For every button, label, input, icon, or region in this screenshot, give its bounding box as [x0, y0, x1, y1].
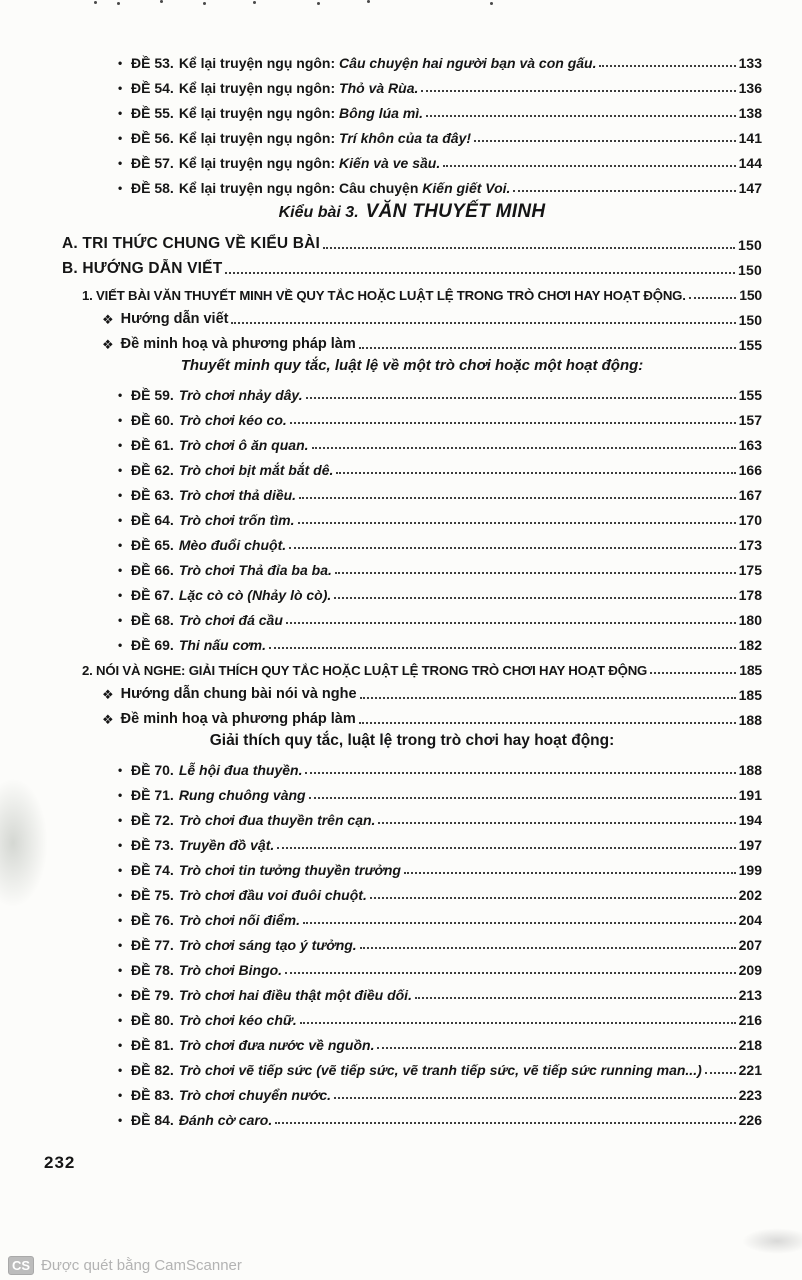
leader-dots [426, 115, 736, 117]
leader-dots [359, 722, 736, 724]
leader-dots [300, 1022, 736, 1024]
entry-number: ĐỀ 69. [131, 636, 174, 653]
entry-number: ĐỀ 68. [131, 611, 174, 628]
bullet-icon: • [118, 763, 123, 778]
entry-page: 202 [738, 886, 762, 903]
section-heading: Thuyết minh quy tắc, luật lệ về một trò chơi hoặc một hoạt động: [180, 357, 644, 374]
bullet-icon: • [118, 863, 123, 878]
leader-dots [650, 672, 736, 674]
bullet-icon: • [118, 638, 123, 653]
toc-entry [62, 903, 762, 928]
entry-number: ĐỀ 59. [131, 386, 174, 403]
entry-number: ĐỀ 66. [131, 561, 174, 578]
leader-dots [289, 547, 736, 549]
entry-page: 213 [738, 986, 762, 1003]
toc-entry [62, 828, 762, 853]
leader-dots [309, 797, 736, 799]
entry-number: ĐỀ 55. [131, 104, 174, 121]
toc-entry [62, 753, 762, 778]
entry-number: ĐỀ 56. [131, 129, 174, 146]
entry-text: Kể lại truyện ngụ ngôn: Câu chuyện [178, 179, 423, 196]
entry-page: 185 [739, 661, 762, 678]
leader-dots [513, 190, 735, 192]
bullet-icon: • [118, 988, 123, 1003]
chapter-title: VĂN THUYẾT MINH [365, 201, 546, 222]
toc-entry [62, 253, 762, 278]
entry-page: 207 [738, 936, 762, 953]
leader-dots [298, 522, 736, 524]
entry-title: Kiến và ve sầu. [339, 154, 441, 171]
leader-dots [290, 422, 736, 424]
entry-title: Mèo đuổi chuột. [178, 536, 287, 553]
leader-dots [705, 1072, 736, 1074]
entry-page: 188 [738, 711, 762, 728]
entry-number: ĐỀ 57. [131, 154, 174, 171]
entry-number: ĐỀ 71. [131, 786, 174, 803]
entry-label: A. TRI THỨC CHUNG VỀ KIỂU BÀI [62, 235, 321, 253]
leader-dots [421, 90, 735, 92]
entry-number: ĐỀ 70. [131, 761, 174, 778]
bullet-icon: • [118, 388, 123, 403]
entry-label: Hướng dẫn viết [120, 311, 229, 328]
toc-entry [62, 928, 762, 953]
toc-entry [62, 278, 762, 303]
entry-page: 167 [738, 486, 762, 503]
diamond-icon: ❖ [102, 687, 114, 703]
bullet-icon: • [118, 813, 123, 828]
leader-dots [474, 140, 736, 142]
scan-speck [117, 2, 120, 5]
entry-title: Câu chuyện hai người bạn và con gấu. [339, 54, 597, 71]
entry-page: 221 [738, 1061, 762, 1078]
bullet-icon: • [118, 1088, 123, 1103]
toc-entry [62, 978, 762, 1003]
entry-number: ĐỀ 67. [131, 586, 174, 603]
leader-dots [378, 822, 735, 824]
toc-entry [62, 778, 762, 803]
entry-page: 150 [738, 261, 762, 278]
entry-label: 2. NÓI VÀ NGHE: GIẢI THÍCH QUY TẮC HOẶC LUẬT LỆ TRONG TRÒ CHƠI HAY HOẠT ĐỘNG [82, 662, 648, 678]
entry-page: 173 [738, 536, 762, 553]
entry-title: Đánh cờ caro. [178, 1111, 273, 1128]
scan-smudge [0, 778, 48, 908]
bullet-icon: • [118, 56, 123, 71]
entry-number: ĐỀ 78. [131, 961, 174, 978]
bullet-icon: • [118, 438, 123, 453]
entry-title: Trí khôn của ta đây! [339, 129, 472, 146]
diamond-icon: ❖ [102, 312, 114, 328]
entry-title: Lễ hội đua thuyền. [178, 761, 303, 778]
leader-dots [231, 322, 735, 324]
camscanner-text: Được quét bằng CamScanner [41, 1257, 242, 1274]
entry-title: Bông lúa mì. [339, 104, 424, 121]
scan-shadow [742, 1228, 802, 1254]
entry-number: ĐỀ 84. [131, 1111, 174, 1128]
entry-page: 133 [738, 54, 762, 71]
entry-page: 157 [738, 411, 762, 428]
leader-dots [599, 65, 735, 67]
cs-icon: CS [8, 1256, 34, 1275]
entry-title: Trò chơi chuyển nước. [178, 1086, 332, 1103]
toc-entry [62, 1103, 762, 1128]
camscanner-watermark [8, 1256, 242, 1275]
entry-page: 188 [738, 761, 762, 778]
entry-title: Trò chơi trốn tìm. [178, 511, 295, 528]
toc-entry [62, 1028, 762, 1053]
leader-dots [370, 897, 736, 899]
scan-speck [317, 2, 320, 5]
entry-number: ĐỀ 53. [131, 54, 174, 71]
entry-text: Kể lại truyện ngụ ngôn: [178, 54, 340, 71]
leader-dots [415, 997, 736, 999]
entry-number: ĐỀ 82. [131, 1061, 174, 1078]
entry-number: ĐỀ 60. [131, 411, 174, 428]
entry-page: 163 [738, 436, 762, 453]
entry-page: 194 [738, 811, 762, 828]
toc-entry [62, 853, 762, 878]
entry-title: Kiến giết Voi. [422, 179, 511, 196]
entry-number: ĐỀ 64. [131, 511, 174, 528]
entry-page: 185 [738, 686, 762, 703]
entry-page: 138 [738, 104, 762, 121]
leader-dots [285, 972, 736, 974]
entry-page: 178 [738, 586, 762, 603]
entry-page: 216 [738, 1011, 762, 1028]
leader-dots [443, 165, 735, 167]
entry-title: Trò chơi Thả đỉa ba ba. [178, 561, 332, 578]
entry-number: ĐỀ 62. [131, 461, 174, 478]
toc-entry [62, 353, 762, 378]
entry-text: Kể lại truyện ngụ ngôn: [178, 154, 340, 171]
bullet-icon: • [118, 563, 123, 578]
leader-dots [277, 847, 735, 849]
bullet-icon: • [118, 788, 123, 803]
entry-title: Trò chơi đầu voi đuôi chuột. [178, 886, 367, 903]
entry-page: 204 [738, 911, 762, 928]
page-number: 232 [44, 1153, 76, 1172]
entry-number: ĐỀ 72. [131, 811, 174, 828]
leader-dots [404, 872, 736, 874]
leader-dots [359, 347, 736, 349]
toc-entry [62, 46, 762, 71]
leader-dots [334, 1097, 736, 1099]
entry-page: 175 [738, 561, 762, 578]
bullet-icon: • [118, 588, 123, 603]
leader-dots [225, 272, 735, 274]
entry-page: 144 [738, 154, 762, 171]
entry-title: Trò chơi kéo co. [178, 411, 287, 428]
bullet-icon: • [118, 131, 123, 146]
bullet-icon: • [118, 156, 123, 171]
leader-dots [689, 297, 737, 299]
toc-entry [62, 303, 762, 328]
toc-entry [62, 703, 762, 728]
entry-title: Trò chơi ô ăn quan. [178, 436, 309, 453]
entry-text: Kể lại truyện ngụ ngôn: [178, 129, 340, 146]
bullet-icon: • [118, 106, 123, 121]
entry-label: B. HƯỚNG DẪN VIẾT [62, 260, 223, 278]
entry-title: Trò chơi bịt mắt bắt dê. [178, 461, 334, 478]
toc-entry [62, 603, 762, 628]
toc-entry [62, 553, 762, 578]
entry-number: ĐỀ 76. [131, 911, 174, 928]
toc-entry [62, 953, 762, 978]
toc-entry [62, 96, 762, 121]
entry-page: 150 [738, 236, 762, 253]
entry-page: 197 [738, 836, 762, 853]
entry-title: Thi nấu cơm. [178, 636, 266, 653]
entry-number: ĐỀ 61. [131, 436, 174, 453]
entry-label: Đề minh hoạ và phương pháp làm [120, 336, 356, 353]
toc-entry [62, 228, 762, 253]
toc-entry [62, 403, 762, 428]
entry-title: Trò chơi Bingo. [178, 961, 283, 978]
toc-entry [62, 1078, 762, 1103]
entry-title: Trò chơi đua thuyền trên cạn. [178, 811, 376, 828]
entry-number: ĐỀ 74. [131, 861, 174, 878]
leader-dots [336, 472, 735, 474]
entry-page: 147 [738, 179, 762, 196]
entry-title: Rung chuông vàng [178, 786, 306, 803]
leader-dots [323, 247, 735, 249]
leader-dots [299, 497, 736, 499]
bullet-icon: • [118, 1063, 123, 1078]
entry-title: Trò chơi đưa nước về nguồn. [178, 1036, 375, 1053]
bullet-icon: • [118, 413, 123, 428]
entry-title: Trò chơi tin tưởng thuyền trưởng [178, 861, 401, 878]
chapter-prefix: Kiểu bài 3. [278, 204, 359, 221]
entry-number: ĐỀ 80. [131, 1011, 174, 1028]
entry-text: Kể lại truyện ngụ ngôn: [178, 79, 340, 96]
entry-page: 218 [738, 1036, 762, 1053]
entry-number: ĐỀ 77. [131, 936, 174, 953]
entry-number: ĐỀ 83. [131, 1086, 174, 1103]
entry-title: Trò chơi nối điểm. [178, 911, 300, 928]
toc-entry [62, 1053, 762, 1078]
leader-dots [312, 447, 736, 449]
entry-page: 223 [738, 1086, 762, 1103]
bullet-icon: • [118, 1038, 123, 1053]
bullet-icon: • [118, 538, 123, 553]
entry-label: Đề minh hoạ và phương pháp làm [120, 711, 356, 728]
entry-label: 1. VIẾT BÀI VĂN THUYẾT MINH VỀ QUY TẮC HOẶC LUẬT LỆ TRONG TRÒ CHƠI HAY HOẠT ĐỘNG. [82, 287, 686, 303]
leader-dots [335, 572, 736, 574]
bullet-icon: • [118, 838, 123, 853]
toc-entry [62, 328, 762, 353]
entry-page: 136 [738, 79, 762, 96]
scan-speck [253, 1, 256, 4]
bullet-icon: • [118, 513, 123, 528]
entry-page: 199 [738, 861, 762, 878]
toc-entry [62, 428, 762, 453]
leader-dots [305, 772, 735, 774]
bullet-icon: • [118, 1013, 123, 1028]
toc-entry [62, 528, 762, 553]
toc-entry [62, 628, 762, 653]
bullet-icon: • [118, 181, 123, 196]
diamond-icon: ❖ [102, 337, 114, 353]
entry-number: ĐỀ 58. [131, 179, 174, 196]
toc-entry [62, 378, 762, 403]
entry-number: ĐỀ 63. [131, 486, 174, 503]
entry-page: 226 [738, 1111, 762, 1128]
entry-page: 141 [738, 129, 762, 146]
toc-entry [62, 1003, 762, 1028]
entry-number: ĐỀ 75. [131, 886, 174, 903]
entry-number: ĐỀ 73. [131, 836, 174, 853]
leader-dots [377, 1047, 735, 1049]
toc-entry [62, 146, 762, 171]
entry-number: ĐỀ 54. [131, 79, 174, 96]
leader-dots [303, 922, 736, 924]
toc-entry [62, 678, 762, 703]
bullet-icon: • [118, 888, 123, 903]
entry-page: 150 [739, 286, 762, 303]
toc-entry [62, 171, 762, 196]
entry-page: 155 [738, 336, 762, 353]
bullet-icon: • [118, 913, 123, 928]
entry-label: Hướng dẫn chung bài nói và nghe [120, 686, 357, 703]
entry-title: Truyền đồ vật. [178, 836, 275, 853]
scan-speck [367, 0, 370, 3]
entry-title: Trò chơi vẽ tiếp sức (vẽ tiếp sức, vẽ tranh tiếp sức, vẽ tiếp sức running man...) [178, 1061, 702, 1078]
entry-title: Trò chơi sáng tạo ý tưởng. [178, 936, 357, 953]
scan-speck [160, 0, 163, 3]
scan-speck [490, 2, 493, 5]
entry-text: Kể lại truyện ngụ ngôn: [178, 104, 340, 121]
bullet-icon: • [118, 463, 123, 478]
toc-entry [62, 803, 762, 828]
toc-entry [62, 121, 762, 146]
leader-dots [286, 622, 736, 624]
entry-title: Trò chơi nhảy dây. [178, 386, 303, 403]
entry-number: ĐỀ 79. [131, 986, 174, 1003]
entry-page: 155 [738, 386, 762, 403]
leader-dots [334, 597, 735, 599]
entry-page: 209 [738, 961, 762, 978]
leader-dots [306, 397, 736, 399]
bullet-icon: • [118, 81, 123, 96]
entry-title: Lặc cò cò (Nhảy lò cò). [178, 586, 332, 603]
leader-dots [360, 947, 736, 949]
entry-number: ĐỀ 65. [131, 536, 174, 553]
entry-page: 182 [738, 636, 762, 653]
bullet-icon: • [118, 1113, 123, 1128]
entry-title: Trò chơi đá cầu [178, 611, 283, 628]
entry-number: ĐỀ 81. [131, 1036, 174, 1053]
entry-title: Trò chơi kéo chữ. [178, 1011, 297, 1028]
entry-title: Trò chơi hai điều thật một điều dối. [178, 986, 412, 1003]
leader-dots [275, 1122, 735, 1124]
leader-dots [269, 647, 736, 649]
toc-entry [62, 728, 762, 753]
entry-page: 166 [738, 461, 762, 478]
toc-entry [62, 453, 762, 478]
bullet-icon: • [118, 938, 123, 953]
toc-entry [62, 578, 762, 603]
toc-entry [62, 878, 762, 903]
bullet-icon: • [118, 488, 123, 503]
diamond-icon: ❖ [102, 712, 114, 728]
toc-entry [62, 71, 762, 96]
scan-speck [94, 1, 97, 4]
bullet-icon: • [118, 613, 123, 628]
bullet-icon: • [118, 963, 123, 978]
toc-entry [62, 196, 762, 228]
entry-page: 150 [738, 311, 762, 328]
section-heading: Giải thích quy tắc, luật lệ trong trò chơi hay hoạt động: [209, 732, 615, 749]
toc-entry [62, 478, 762, 503]
toc-entry [62, 653, 762, 678]
leader-dots [360, 697, 736, 699]
entry-page: 170 [738, 511, 762, 528]
entry-page: 191 [738, 786, 762, 803]
scan-speck [203, 2, 206, 5]
toc [62, 46, 762, 1128]
entry-page: 180 [738, 611, 762, 628]
entry-title: Trò chơi thả diều. [178, 486, 297, 503]
toc-entry [62, 503, 762, 528]
entry-title: Thỏ và Rùa. [339, 79, 419, 96]
